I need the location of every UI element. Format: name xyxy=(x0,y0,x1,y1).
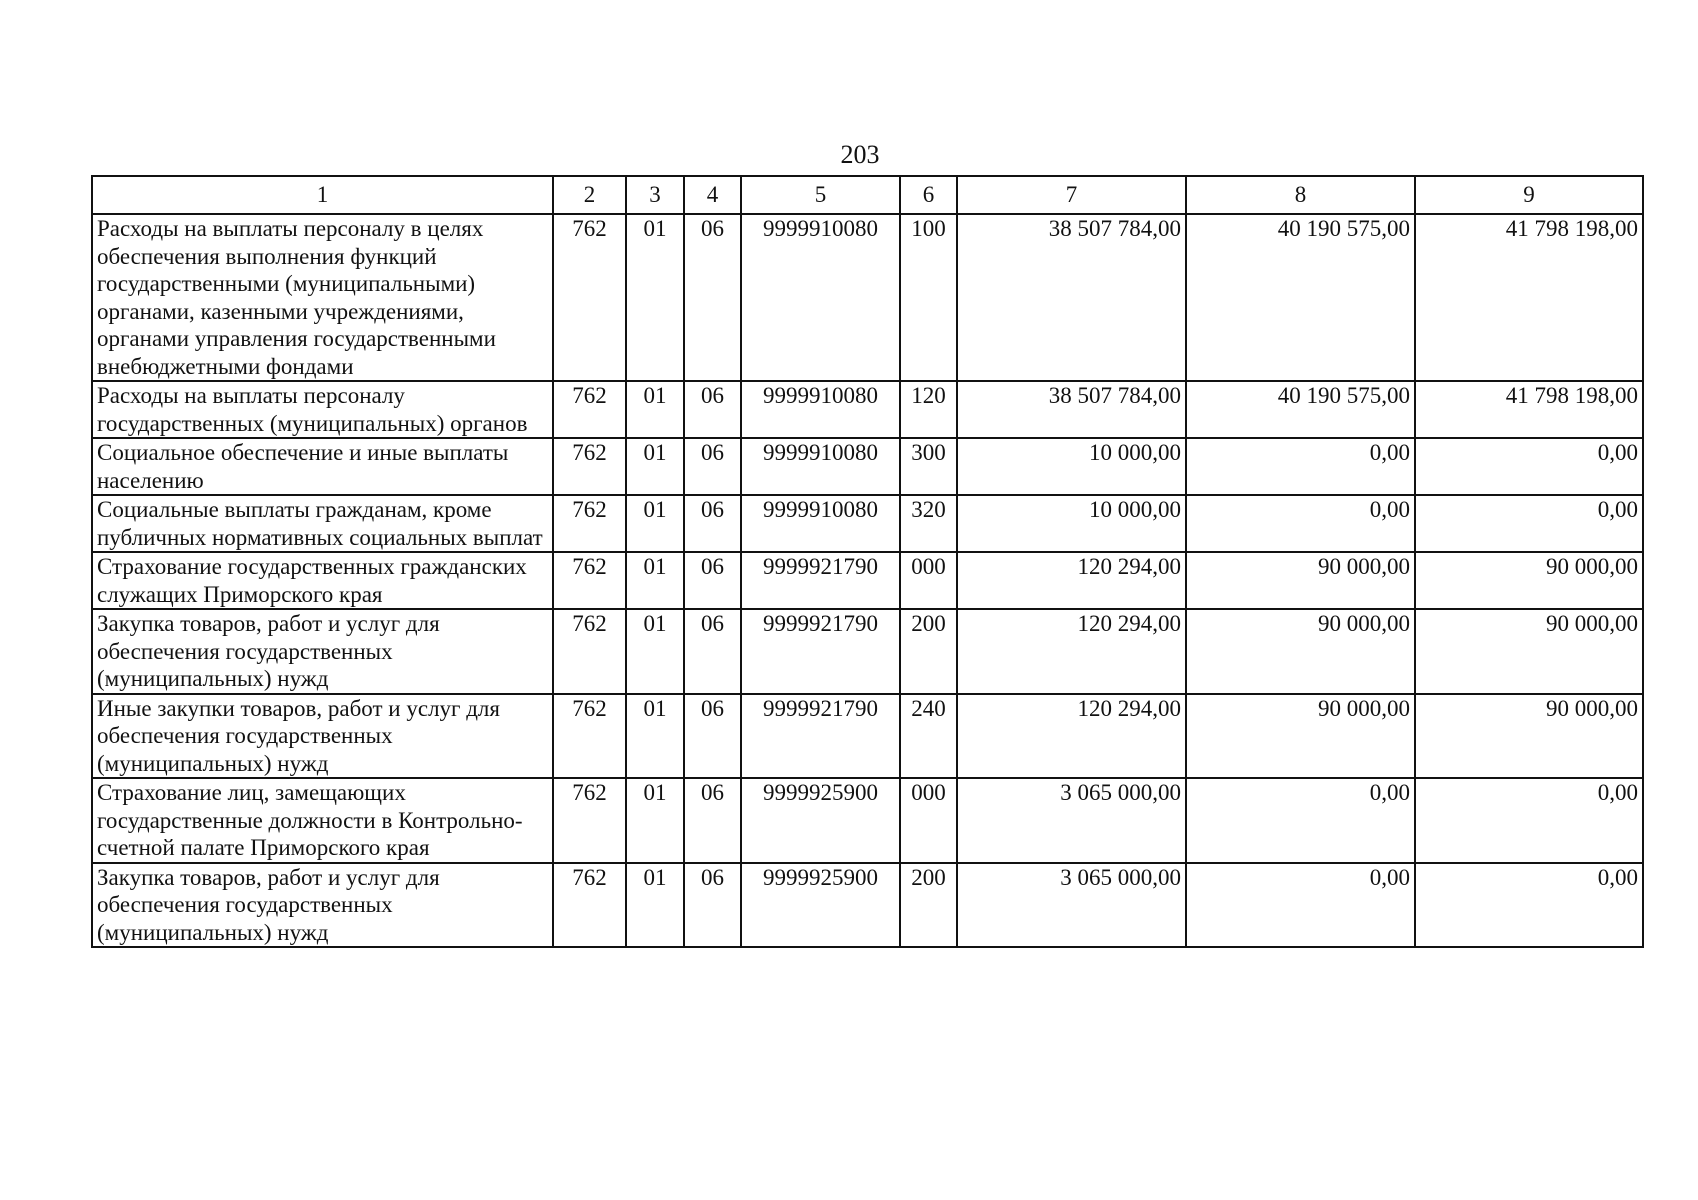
amount-col-9: 41 798 198,00 xyxy=(1415,214,1643,381)
target-article-code: 9999921790 xyxy=(741,694,900,779)
table-row xyxy=(92,552,1643,609)
column-header: 7 xyxy=(957,176,1186,214)
row-name: Расходы на выплаты персоналу государственных (муниципальных) органов xyxy=(92,381,553,438)
amount-col-7: 38 507 784,00 xyxy=(957,381,1186,438)
amount-col-7: 3 065 000,00 xyxy=(957,778,1186,863)
amount-col-8: 40 190 575,00 xyxy=(1186,381,1415,438)
column-header: 8 xyxy=(1186,176,1415,214)
subsection-code: 06 xyxy=(684,694,741,779)
column-header: 2 xyxy=(553,176,626,214)
ved-code: 762 xyxy=(553,778,626,863)
amount-col-9: 90 000,00 xyxy=(1415,609,1643,694)
target-article-code: 9999925900 xyxy=(741,778,900,863)
page-number: 203 xyxy=(840,140,880,169)
amount-col-9: 0,00 xyxy=(1415,778,1643,863)
amount-col-9: 41 798 198,00 xyxy=(1415,381,1643,438)
section-code: 01 xyxy=(626,214,684,381)
section-code: 01 xyxy=(626,495,684,552)
section-code: 01 xyxy=(626,863,684,948)
column-header: 6 xyxy=(900,176,957,214)
subsection-code: 06 xyxy=(684,381,741,438)
table-row xyxy=(92,778,1643,863)
ved-code: 762 xyxy=(553,214,626,381)
row-name: Социальное обеспечение и иные выплаты населению xyxy=(92,438,553,495)
amount-col-9: 90 000,00 xyxy=(1415,552,1643,609)
expense-type-code: 120 xyxy=(900,381,957,438)
table-row xyxy=(92,438,1643,495)
header-row xyxy=(92,176,1643,214)
amount-col-7: 10 000,00 xyxy=(957,438,1186,495)
amount-col-7: 10 000,00 xyxy=(957,495,1186,552)
target-article-code: 9999910080 xyxy=(741,438,900,495)
column-header: 5 xyxy=(741,176,900,214)
ved-code: 762 xyxy=(553,552,626,609)
subsection-code: 06 xyxy=(684,214,741,381)
table-row xyxy=(92,214,1643,381)
row-name: Закупка товаров, работ и услуг для обеспечения государственных (муниципальных) нужд xyxy=(92,863,553,948)
target-article-code: 9999925900 xyxy=(741,863,900,948)
amount-col-9: 0,00 xyxy=(1415,863,1643,948)
amount-col-8: 0,00 xyxy=(1186,778,1415,863)
subsection-code: 06 xyxy=(684,863,741,948)
target-article-code: 9999910080 xyxy=(741,495,900,552)
amount-col-7: 3 065 000,00 xyxy=(957,863,1186,948)
expense-type-code: 000 xyxy=(900,778,957,863)
amount-col-8: 0,00 xyxy=(1186,863,1415,948)
table-row xyxy=(92,381,1643,438)
subsection-code: 06 xyxy=(684,552,741,609)
expense-type-code: 100 xyxy=(900,214,957,381)
amount-col-8: 0,00 xyxy=(1186,495,1415,552)
column-header: 4 xyxy=(684,176,741,214)
amount-col-7: 120 294,00 xyxy=(957,694,1186,779)
section-code: 01 xyxy=(626,778,684,863)
target-article-code: 9999921790 xyxy=(741,552,900,609)
amount-col-8: 0,00 xyxy=(1186,438,1415,495)
section-code: 01 xyxy=(626,381,684,438)
ved-code: 762 xyxy=(553,495,626,552)
target-article-code: 9999921790 xyxy=(741,609,900,694)
row-name: Закупка товаров, работ и услуг для обеспечения государственных (муниципальных) нужд xyxy=(92,609,553,694)
expense-type-code: 200 xyxy=(900,863,957,948)
ved-code: 762 xyxy=(553,694,626,779)
subsection-code: 06 xyxy=(684,778,741,863)
column-header: 1 xyxy=(92,176,553,214)
table-row xyxy=(92,495,1643,552)
ved-code: 762 xyxy=(553,863,626,948)
table-row xyxy=(92,863,1643,948)
subsection-code: 06 xyxy=(684,495,741,552)
amount-col-8: 90 000,00 xyxy=(1186,609,1415,694)
expense-type-code: 200 xyxy=(900,609,957,694)
target-article-code: 9999910080 xyxy=(741,381,900,438)
ved-code: 762 xyxy=(553,381,626,438)
expense-type-code: 000 xyxy=(900,552,957,609)
amount-col-9: 0,00 xyxy=(1415,438,1643,495)
row-name: Социальные выплаты гражданам, кроме публичных нормативных социальных выплат xyxy=(92,495,553,552)
column-header: 3 xyxy=(626,176,684,214)
row-name: Расходы на выплаты персоналу в целях обеспечения выполнения функций государственными (муниципальными) органами, казенными учреждениями, органами управления государственными внебюджетными фондами xyxy=(92,214,553,381)
ved-code: 762 xyxy=(553,609,626,694)
section-code: 01 xyxy=(626,438,684,495)
column-header: 9 xyxy=(1415,176,1643,214)
section-code: 01 xyxy=(626,609,684,694)
table-row xyxy=(92,694,1643,779)
amount-col-8: 90 000,00 xyxy=(1186,552,1415,609)
expense-type-code: 240 xyxy=(900,694,957,779)
section-code: 01 xyxy=(626,552,684,609)
ved-code: 762 xyxy=(553,438,626,495)
section-code: 01 xyxy=(626,694,684,779)
expense-type-code: 320 xyxy=(900,495,957,552)
amount-col-7: 120 294,00 xyxy=(957,609,1186,694)
amount-col-8: 90 000,00 xyxy=(1186,694,1415,779)
expense-type-code: 300 xyxy=(900,438,957,495)
row-name: Иные закупки товаров, работ и услуг для обеспечения государственных (муниципальных) нужд xyxy=(92,694,553,779)
amount-col-7: 38 507 784,00 xyxy=(957,214,1186,381)
row-name: Страхование государственных гражданских служащих Приморского края xyxy=(92,552,553,609)
target-article-code: 9999910080 xyxy=(741,214,900,381)
row-name: Страхование лиц, замещающих государственные должности в Контрольно-счетной палате Приморского края xyxy=(92,778,553,863)
table-row xyxy=(92,609,1643,694)
amount-col-9: 0,00 xyxy=(1415,495,1643,552)
budget-table xyxy=(91,175,1644,948)
amount-col-7: 120 294,00 xyxy=(957,552,1186,609)
subsection-code: 06 xyxy=(684,609,741,694)
amount-col-8: 40 190 575,00 xyxy=(1186,214,1415,381)
subsection-code: 06 xyxy=(684,438,741,495)
amount-col-9: 90 000,00 xyxy=(1415,694,1643,779)
